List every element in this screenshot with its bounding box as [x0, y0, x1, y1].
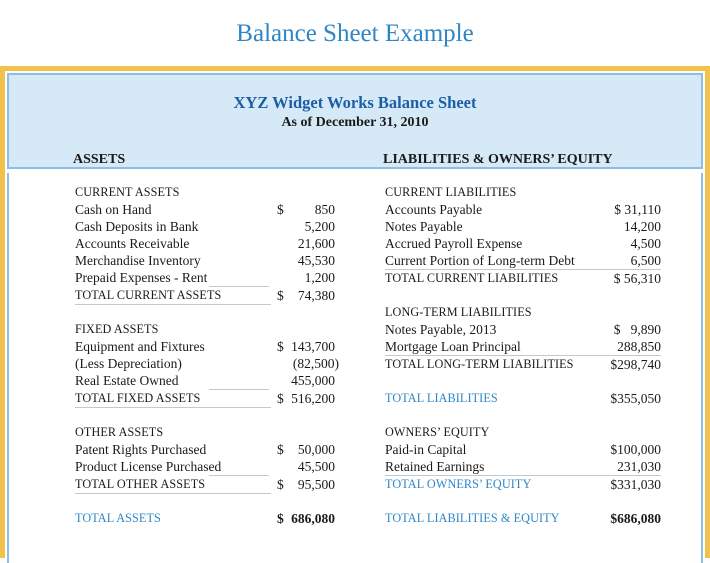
sheet-body: [7, 173, 703, 563]
row-amount: $ 31,110: [614, 202, 661, 217]
section-label: OWNERS’ EQUITY: [385, 425, 490, 439]
section-label: CURRENT LIABILITIES: [385, 185, 517, 199]
other-assets-header: [75, 424, 339, 441]
row-label: TOTAL OTHER ASSETS: [75, 477, 206, 491]
total-liabilities-equity-row: [385, 510, 665, 527]
row-amount: 95,500: [297, 477, 335, 492]
liability-row: [385, 252, 665, 269]
row-label: TOTAL ASSETS: [75, 511, 161, 525]
row-amount: 4,500: [630, 236, 661, 251]
row-label: Retained Earnings: [385, 459, 485, 474]
liability-row: [385, 235, 665, 252]
asset-row: [75, 218, 339, 235]
longterm-liabilities-header: [385, 304, 665, 321]
row-label: Mortgage Loan Principal: [385, 339, 521, 354]
asset-row: [75, 201, 339, 218]
row-label: Accounts Receivable: [75, 236, 190, 251]
sheet-subtitle: As of December 31, 2010: [281, 115, 429, 130]
row-amount: $ 56,310: [613, 271, 661, 286]
total-fixed-assets-row: [75, 390, 339, 407]
total-rule: [75, 493, 271, 494]
section-label: OTHER ASSETS: [75, 425, 164, 439]
row-amount: 74,380: [297, 288, 335, 303]
row-label: Real Estate Owned: [75, 373, 179, 388]
row-label: TOTAL OWNERS’ EQUITY: [385, 477, 532, 491]
asset-row: [75, 252, 339, 269]
total-current-assets-row: [75, 287, 339, 304]
row-amount: 6,500: [630, 253, 661, 268]
row-label: Current Portion of Long-term Debt: [385, 253, 575, 268]
sheet-header: [7, 73, 703, 169]
section-label: CURRENT ASSETS: [75, 185, 180, 199]
dollar-sign: $: [277, 511, 284, 526]
assets-heading: ASSETS: [73, 152, 126, 167]
liability-row: [385, 218, 665, 235]
row-label: TOTAL LONG-TERM LIABILITIES: [385, 357, 574, 371]
row-amount: $298,740: [610, 357, 661, 372]
owners-equity-header: [385, 424, 665, 441]
row-label: Equipment and Fixtures: [75, 339, 205, 354]
asset-row: [75, 441, 339, 458]
total-assets-row: [75, 510, 339, 527]
row-amount: 288,850: [617, 339, 661, 354]
row-label: Cash Deposits in Bank: [75, 219, 199, 234]
row-amount: $686,080: [610, 511, 661, 526]
dollar-sign: $: [277, 391, 284, 406]
current-liabilities-header: [385, 184, 665, 201]
row-label: Prepaid Expenses - Rent: [75, 270, 208, 285]
row-amount: 850: [314, 202, 335, 217]
row-label: TOTAL CURRENT ASSETS: [75, 288, 222, 302]
section-label: LONG-TERM LIABILITIES: [385, 305, 532, 319]
row-label: Cash on Hand: [75, 202, 152, 217]
total-other-assets-row: [75, 476, 339, 493]
row-label: TOTAL LIABILITIES: [385, 391, 498, 405]
row-amount: $ 9,890: [613, 322, 661, 337]
row-amount: 14,200: [623, 219, 661, 234]
liability-row: [385, 338, 665, 355]
asset-row: [75, 235, 339, 252]
asset-row: [75, 355, 339, 372]
total-owners-equity-row: [385, 476, 665, 493]
row-amount: $100,000: [610, 442, 661, 457]
row-amount: 45,500: [297, 459, 335, 474]
dollar-sign: $: [277, 288, 284, 303]
row-label: TOTAL CURRENT LIABILITIES: [385, 271, 559, 285]
liability-row: [385, 441, 665, 458]
sheet-title: XYZ Widget Works Balance Sheet: [233, 93, 477, 112]
total-current-liabilities-row: [385, 270, 665, 287]
row-label: Accounts Payable: [385, 202, 483, 217]
page-title: Balance Sheet Example: [236, 20, 474, 47]
liability-row: [385, 458, 665, 475]
row-amount: $331,030: [610, 477, 661, 492]
total-rule: [75, 304, 271, 305]
row-amount: 1,200: [304, 270, 335, 285]
dollar-sign: $: [277, 477, 284, 492]
row-label: Notes Payable: [385, 219, 463, 234]
row-label: TOTAL LIABILITIES & EQUITY: [385, 511, 560, 525]
section-label: FIXED ASSETS: [75, 322, 159, 336]
row-amount: 455,000: [291, 373, 335, 388]
row-label: Notes Payable, 2013: [385, 322, 497, 337]
dollar-sign: $: [277, 339, 284, 354]
liabilities-heading: LIABILITIES & OWNERS’ EQUITY: [383, 152, 613, 167]
total-liabilities-row: [385, 390, 665, 407]
row-label: Product License Purchased: [75, 459, 222, 474]
row-amount: 5,200: [304, 219, 335, 234]
liability-row: [385, 201, 665, 218]
dollar-sign: $: [277, 442, 284, 457]
row-amount: $355,050: [610, 391, 661, 406]
asset-row: [75, 458, 339, 475]
row-label: Accrued Payroll Expense: [385, 236, 523, 251]
asset-row: [75, 338, 339, 355]
asset-row: [75, 372, 339, 389]
row-amount: 45,530: [297, 253, 335, 268]
current-assets-header: [75, 184, 339, 201]
row-amount: 231,030: [617, 459, 661, 474]
asset-row: [75, 269, 339, 286]
total-longterm-liabilities-row: [385, 356, 665, 373]
row-amount: (82,500): [292, 356, 339, 371]
row-label: Paid-in Capital: [385, 442, 467, 457]
row-amount: 516,200: [291, 391, 335, 406]
row-label: TOTAL FIXED ASSETS: [75, 391, 201, 405]
row-amount: 50,000: [297, 442, 335, 457]
row-amount: 21,600: [297, 236, 335, 251]
row-label: Patent Rights Purchased: [75, 442, 207, 457]
balance-sheet-frame: [0, 66, 710, 558]
row-label: Merchandise Inventory: [75, 253, 201, 268]
row-amount: 143,700: [291, 339, 335, 354]
total-rule: [75, 407, 271, 408]
fixed-assets-header: [75, 321, 339, 338]
dollar-sign: $: [277, 202, 284, 217]
row-label: (Less Depreciation): [75, 356, 182, 371]
row-amount: 686,080: [291, 511, 335, 526]
liability-row: [385, 321, 665, 338]
